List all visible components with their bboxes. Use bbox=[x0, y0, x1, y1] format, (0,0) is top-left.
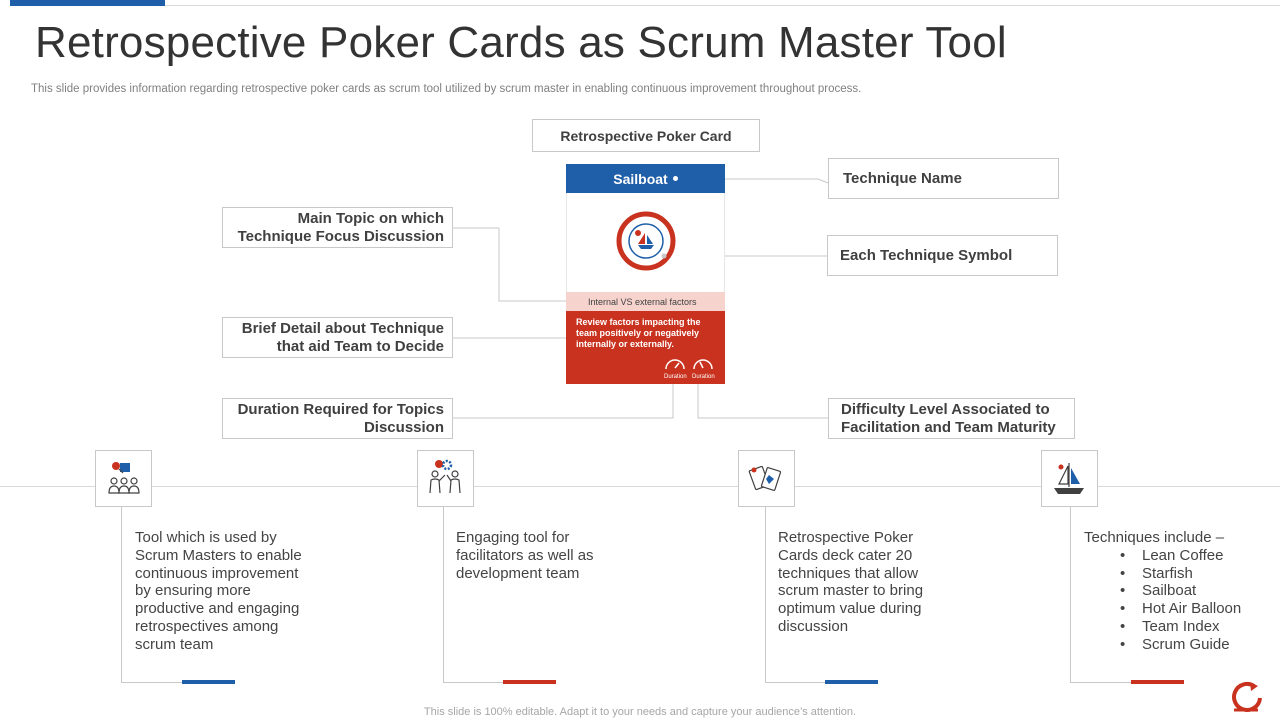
card-technique-name: Sailboat bbox=[613, 170, 668, 187]
team-presentation-icon bbox=[96, 451, 151, 506]
connector-difficulty bbox=[698, 384, 828, 418]
callout-difficulty: Difficulty Level Associated to Facilitation and Team Maturity bbox=[828, 398, 1075, 439]
column-2-icon-box bbox=[417, 450, 474, 507]
difficulty-gauge-icon bbox=[691, 355, 715, 375]
connector-main-topic bbox=[453, 228, 566, 301]
sailboat-symbol-icon bbox=[616, 211, 676, 271]
callout-technique-name: Technique Name bbox=[828, 158, 1059, 199]
callout-duration: Duration Required for Topics Discussion bbox=[222, 398, 453, 439]
techniques-list bbox=[1084, 547, 1274, 654]
page-title: Retrospective Poker Cards as Scrum Master Tool bbox=[35, 18, 1007, 67]
technique-item: • Starfish bbox=[1120, 565, 1274, 583]
connector-duration bbox=[453, 384, 673, 418]
pointer-dot bbox=[673, 176, 678, 181]
card-header bbox=[566, 164, 725, 193]
poker-cards-icon bbox=[739, 451, 794, 506]
gauge-label-right: Duration bbox=[692, 374, 715, 380]
column-3-accent bbox=[825, 680, 878, 684]
technique-item: • Team Index bbox=[1120, 618, 1274, 636]
card-description: Review factors impacting the team positively or negatively internally or externally. bbox=[576, 317, 701, 349]
callout-technique-symbol: Each Technique Symbol bbox=[827, 235, 1058, 276]
technique-item: • Sailboat bbox=[1120, 582, 1274, 600]
column-3-text: Retrospective Poker Cards deck cater 20 techniques that allow scrum master to bring optimum value during discussion bbox=[778, 529, 924, 635]
column-1-text: Tool which is used by Scrum Masters to enable continuous improvement by ensuring more productive and engaging retrospectives among scrum team bbox=[135, 529, 302, 653]
column-2-text: Engaging tool for facilitators as well as development team bbox=[456, 529, 594, 582]
column-2-accent bbox=[503, 680, 556, 684]
page-subtitle: This slide provides information regarding retrospective poker cards as scrum tool utilized by scrum master in enabling continuous improvement throughout process. bbox=[31, 83, 862, 95]
card-description-panel bbox=[566, 311, 725, 384]
footer-note: This slide is 100% editable. Adapt it to your needs and capture your audience’s attention. bbox=[423, 706, 857, 718]
sailboat-icon bbox=[1042, 451, 1097, 506]
card-body bbox=[566, 193, 725, 292]
column-1-accent bbox=[182, 680, 235, 684]
collaboration-icon bbox=[418, 451, 473, 506]
column-4-icon-box bbox=[1041, 450, 1098, 507]
techniques-heading: Techniques include – bbox=[1084, 529, 1225, 546]
technique-item: • Scrum Guide bbox=[1120, 636, 1274, 654]
gauge-label-left: Duration bbox=[664, 374, 687, 380]
column-4-accent bbox=[1131, 680, 1184, 684]
callout-main-topic: Main Topic on which Technique Focus Discussion bbox=[222, 207, 453, 248]
callout-brief-detail: Brief Detail about Technique that aid Team to Decide bbox=[222, 317, 453, 358]
column-1-icon-box bbox=[95, 450, 152, 507]
card-factor-text: Internal VS external factors bbox=[588, 296, 697, 307]
column-4-text bbox=[1084, 529, 1274, 654]
duration-gauge-icon bbox=[663, 355, 687, 375]
technique-item: • Lean Coffee bbox=[1120, 547, 1274, 565]
column-3-icon-box bbox=[738, 450, 795, 507]
poker-card-label: Retrospective Poker Card bbox=[532, 119, 760, 152]
technique-item: • Hot Air Balloon bbox=[1120, 600, 1274, 618]
card-factor-strip bbox=[566, 292, 725, 311]
